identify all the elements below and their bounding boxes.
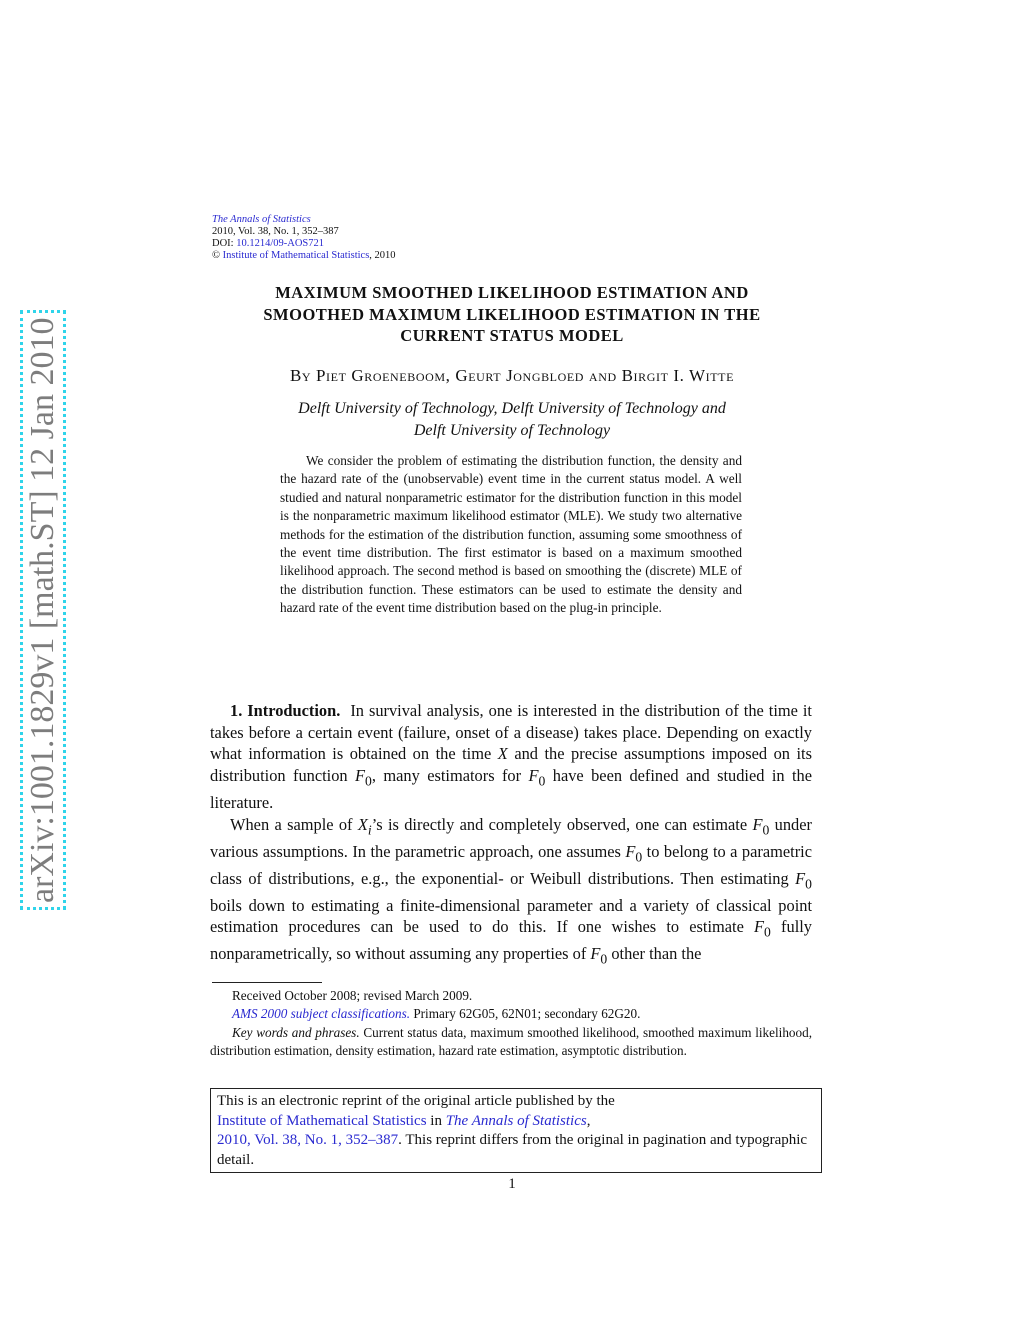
text-run: In survival analysis, one is interested in the distribution of the time it takes before a certain event (failure, onset of a disease) takes place. Depending on exactly what information is obtained on the time (210, 701, 812, 764)
math-var: F (590, 944, 601, 964)
text-run: Current status data, maximum smoothed likelihood, smoothed maximum likelihood, distribution estimation, density estimation, hazard rate estimation, asymptotic distribution. (210, 1024, 813, 1059)
math-var: F (795, 868, 806, 888)
journal-name[interactable]: The Annals of Statistics (212, 214, 311, 225)
text-run: fully nonparametrically, so without assuming any properties of (210, 917, 812, 964)
math-var: F (625, 841, 636, 861)
copyright-line (212, 250, 396, 262)
ams-link[interactable]: AMS 2000 subject classifications. (232, 1006, 411, 1022)
text-run: , many estimators for (371, 766, 529, 786)
math-var: X (497, 744, 508, 764)
text-run: and the precise assumptions imposed on its distribution function (210, 744, 812, 786)
math-var: F (355, 766, 366, 786)
footnote-rule (212, 982, 322, 983)
copyright-icon: © (212, 250, 220, 261)
journal-link[interactable]: The Annals of Statistics (445, 1112, 587, 1129)
paper-title (212, 282, 812, 347)
intro-paragraph-1 (210, 700, 812, 814)
text-run: to belong to a parametric class of distributions, e.g., the exponential- or Weibull distributions. Then estimating (210, 841, 812, 888)
title-line-1: MAXIMUM SMOOTHED LIKELIHOOD ESTIMATION AND (275, 283, 749, 302)
affiliations (212, 398, 812, 442)
math-var: F (528, 766, 539, 786)
ams-note (210, 1005, 812, 1023)
math-sub: 0 (600, 951, 608, 967)
text-run: Primary 62G05, 62N01; secondary 62G20. (410, 1006, 641, 1022)
footnotes (210, 987, 812, 1061)
text-run: . This reprint differs from the original in pagination and typographic detail. (217, 1132, 808, 1168)
text-run: have been defined and studied in the literature. (210, 766, 813, 813)
arxiv-stamp: arXiv:1001.1829v1 [math.ST] 12 Jan 2010 (20, 310, 66, 910)
math-sub: 0 (365, 773, 372, 789)
keywords-note (210, 1024, 812, 1061)
text-run: , (586, 1112, 591, 1129)
publisher-link[interactable]: Institute of Mathematical Statistics (222, 250, 370, 261)
text-run: in (426, 1112, 446, 1129)
affiliation-line-1: Delft University of Technology, Delft University of Technology and (298, 400, 726, 417)
section-heading: 1. Introduction. (230, 701, 341, 720)
volume-link[interactable]: 2010, Vol. 38, No. 1, 352–387 (217, 1132, 399, 1149)
math-sub: 0 (538, 773, 546, 789)
journal-meta (212, 214, 396, 262)
title-line-3: CURRENT STATUS MODEL (400, 326, 624, 345)
text-run: under various assumptions. In the parametric approach, one assumes (210, 814, 812, 861)
math-var: F (752, 814, 763, 834)
text-run: other than the (607, 944, 702, 964)
received-note: Received October 2008; revised March 2009. (232, 988, 473, 1003)
authors: By Piet Groeneboom, Geurt Jongbloed and Birgit I. Witte (289, 366, 735, 385)
doi-line (212, 238, 396, 250)
math-sub: 0 (764, 924, 771, 940)
title-line-2: SMOOTHED MAXIMUM LIKELIHOOD ESTIMATION IN THE (263, 304, 761, 324)
keywords-label: Key words and phrases. (232, 1024, 360, 1040)
copyright-year: , 2010 (369, 250, 396, 261)
math-var: F (754, 917, 765, 937)
math-var: X (357, 814, 368, 834)
math-sub: 0 (762, 822, 770, 838)
volume-line: 2010, Vol. 38, No. 1, 352–387 (212, 226, 339, 237)
intro-paragraph-2 (210, 814, 812, 971)
math-sub: 0 (635, 849, 643, 865)
ims-link[interactable]: Institute of Mathematical Statistics (217, 1112, 427, 1129)
doi-label: DOI: (212, 238, 234, 249)
introduction-section (210, 700, 812, 970)
text-run: This is an electronic reprint of the original article published by the (217, 1093, 615, 1109)
math-sub: 0 (805, 876, 812, 892)
reprint-notice (210, 1088, 822, 1173)
page-number: 1 (508, 1176, 516, 1192)
text-run: When a sample of (230, 814, 358, 834)
text-run: ’s is directly and completely observed, one can estimate (371, 814, 753, 834)
abstract: We consider the problem of estimating the distribution function, the density and the hazard rate of the (unobservable) event time in the current status model. A well studied and natural nonparametric estimator for the distribution function in this model is the nonparametric maximum likelihood estimator (MLE). We study two alternative methods for the estimation of the distribution function, assuming some smoothness of the event time distribution. The first estimator is based on a maximum smoothed likelihood approach. The second method is based on smoothing the (discrete) MLE of the distribution function. These estimators can be used to estimate the density and hazard rate of the event time distribution based on the plug-in principle. (280, 453, 742, 616)
text-run: boils down to estimating a finite-dimensional parameter and a variety of classical point estimation procedures can be used to do this. If one wishes to estimate (210, 895, 812, 937)
doi-link[interactable]: 10.1214/09-AOS721 (236, 238, 325, 249)
affiliation-line-2: Delft University of Technology (413, 422, 611, 439)
math-sub: i (367, 822, 372, 838)
